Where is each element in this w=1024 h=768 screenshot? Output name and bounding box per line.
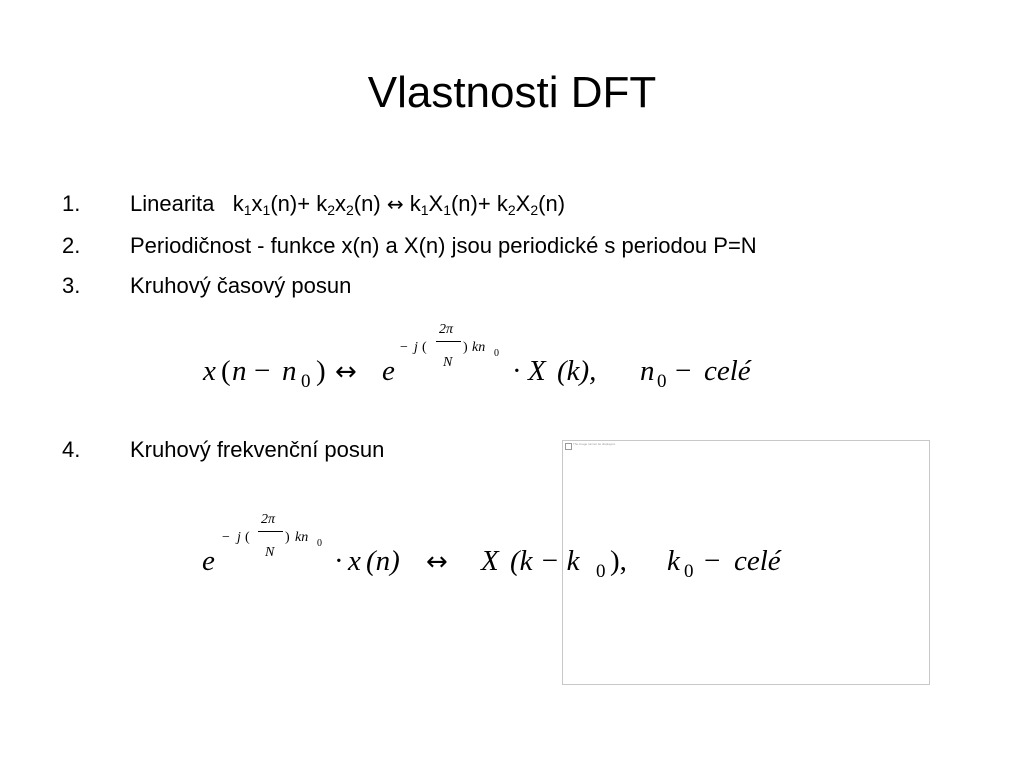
item-number: 2. [62,233,81,258]
equivalence-arrow-icon: ↔ [335,357,357,387]
placeholder-text: The image cannot be displayed. [573,442,616,446]
equivalence-arrow-icon: ↔ [386,192,404,216]
item-text: Kruhový časový posun [130,273,352,298]
equivalence-arrow-icon: ↔ [426,547,448,577]
item-text: Kruhový frekvenční posun [130,437,385,462]
slide-title: Vlastnosti DFT [367,68,657,117]
item-label: Linearita [130,191,215,216]
item-text: Periodičnost - funkce x(n) a X(n) jsou periodické s periodou P=N [130,233,757,258]
item-number: 3. [62,273,81,298]
item-number: 4. [62,437,81,462]
linearity-formula: $k_1x_1(n)+ k_2x_2(n)$ ↔ $k_1X_1(n)+ k_2X_2(n)$ [232,191,566,218]
time-shift-formula: x ( n − n 0 ) ↔ e − j ( 2π N ) kn 0 · X (k), n 0 − celé [203,322,751,392]
frequency-shift-formula: e − j ( 2π N ) kn 0 · x (n) ↔ X (k − k 0 ), k 0 − celé [202,512,781,582]
item-number: 1. [62,191,81,216]
